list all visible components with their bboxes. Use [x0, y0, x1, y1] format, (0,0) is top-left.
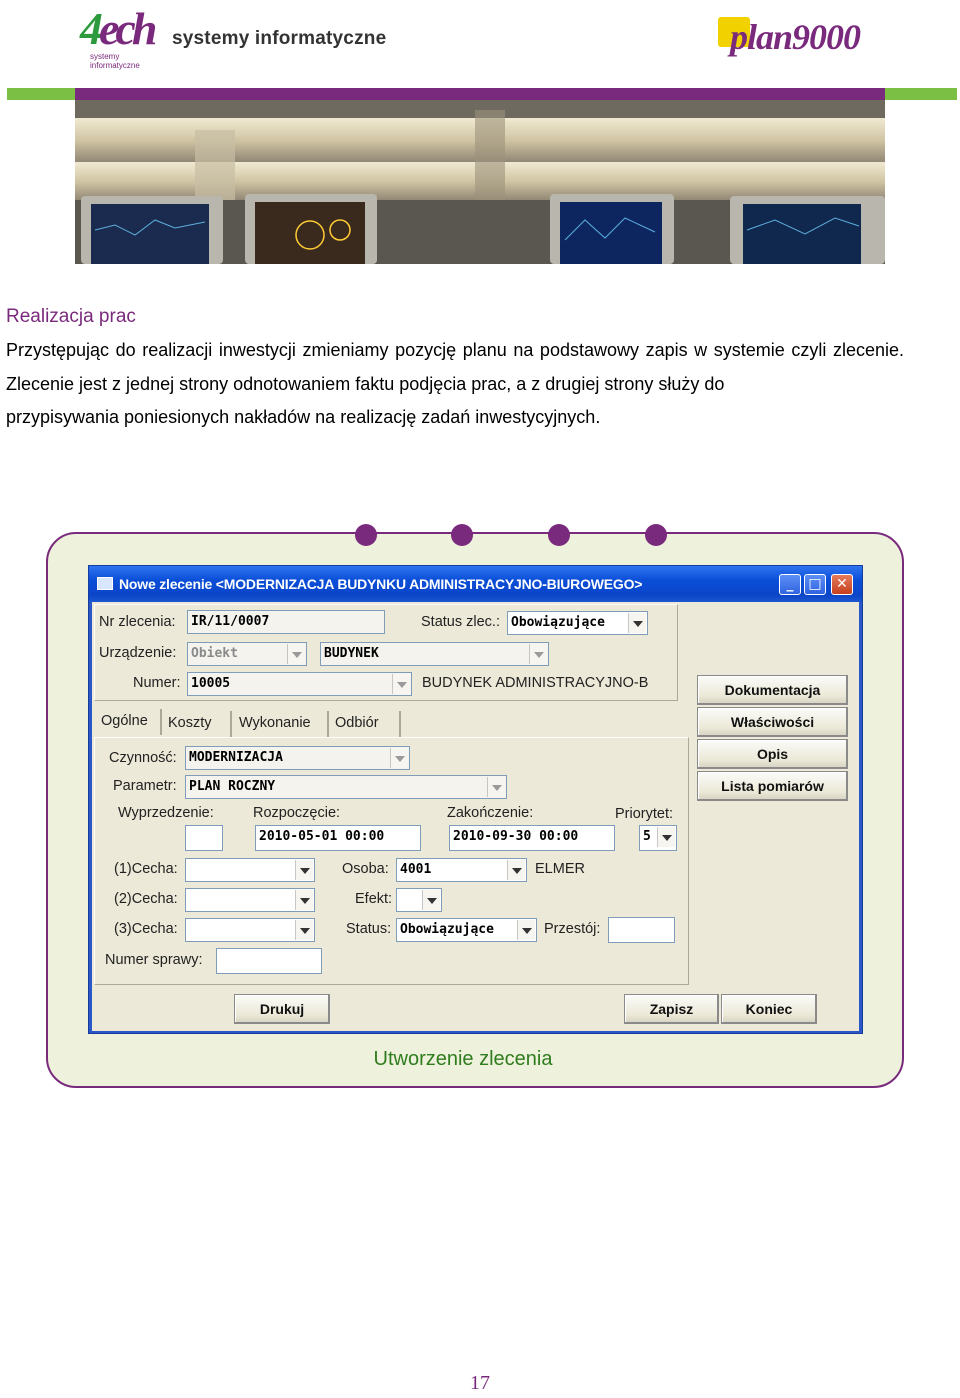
figure-caption: Utworzenie zlecenia	[373, 1048, 553, 1070]
tab-wykonanie[interactable]: Wykonanie	[235, 711, 329, 737]
urzadzenie-select[interactable]	[320, 642, 549, 666]
przestoj-field[interactable]	[608, 917, 675, 943]
paragraph-last-line: przypisywania poniesionych nakładów na realizację zadań inwestycyjnych.	[6, 407, 601, 427]
zakonczenie-label: Zakończenie:	[447, 805, 534, 821]
logo-mark-letters: ech	[99, 3, 154, 54]
window-titlebar[interactable]	[89, 566, 862, 602]
wlasciwosci-button[interactable]: Właściwości	[697, 707, 848, 737]
rozpoczecie-field[interactable]: 2010-05-01 00:00	[255, 825, 421, 851]
section-title: Realizacja prac	[6, 306, 136, 327]
cecha1-label: (1)Cecha:	[114, 861, 178, 877]
osoba-value: 4001	[400, 862, 432, 877]
opis-button[interactable]: Opis	[697, 739, 848, 769]
numer-sprawy-label: Numer sprawy:	[105, 952, 203, 968]
efekt-select[interactable]	[396, 888, 442, 912]
priorytet-value: 5	[643, 829, 651, 844]
czynnosc-label: Czynność:	[109, 750, 177, 766]
window-app-icon	[97, 577, 113, 590]
chevron-down-icon[interactable]	[628, 613, 646, 633]
osoba-label: Osoba:	[342, 861, 389, 877]
status-zlec-select[interactable]	[507, 611, 648, 635]
chevron-down-icon[interactable]	[507, 860, 525, 880]
status-zlec-value: Obowiązujące	[511, 615, 605, 630]
logo-mark-digit: 4	[80, 3, 99, 54]
frame-decoration-dot	[451, 524, 473, 546]
przestoj-label: Przestój:	[544, 921, 601, 937]
nr-zlecenia-label: Nr zlecenia:	[99, 614, 176, 630]
window-title: Nowe zlecenie <MODERNIZACJA BUDYNKU ADMINISTRACYJNO-BIUROWEGO>	[119, 576, 643, 592]
wyprzedzenie-field[interactable]	[185, 825, 223, 851]
priorytet-label: Priorytet:	[615, 806, 674, 822]
numer-sprawy-field[interactable]	[216, 948, 322, 974]
urzadzenie-type-select[interactable]	[187, 642, 307, 666]
urzadzenie-value: BUDYNEK	[324, 646, 379, 661]
dokumentacja-button[interactable]: Dokumentacja	[697, 675, 848, 705]
rozpoczecie-label: Rozpoczęcie:	[253, 805, 341, 821]
osoba-name: ELMER	[535, 861, 585, 877]
chevron-down-icon[interactable]	[295, 860, 313, 880]
header-photo	[75, 100, 885, 264]
numer-label: Numer:	[133, 675, 181, 691]
header-band-purple	[75, 88, 885, 100]
minimize-icon[interactable]: _	[779, 574, 801, 595]
paragraph: Przystępując do realizacji inwestycji zmieniamy pozycję planu na podstawowy zapis w systemie czyli zlecenie. Zlecenie jest z jednej strony odnotowaniem faktu podjęcia prac, a z drugiej strony służy do	[6, 340, 904, 394]
order-window	[88, 565, 863, 1034]
wyprzedzenie-label: Wyprzedzenie:	[118, 805, 214, 821]
status-label: Status:	[346, 921, 392, 937]
tab-koszty[interactable]: Koszty	[164, 711, 232, 737]
logo-plan9000	[718, 14, 888, 58]
chevron-down-icon[interactable]	[295, 920, 313, 940]
frame-decoration-dot	[355, 524, 377, 546]
cecha1-select[interactable]	[185, 858, 315, 882]
parametr-value: PLAN ROCZNY	[189, 779, 276, 794]
chevron-down-icon[interactable]	[517, 920, 535, 940]
efekt-label: Efekt:	[355, 891, 393, 907]
frame-decoration-dot	[645, 524, 667, 546]
osoba-select[interactable]	[396, 858, 527, 882]
status-select[interactable]	[396, 918, 537, 942]
logo-plan9000-text: plan9000	[730, 17, 861, 57]
numer-select[interactable]	[187, 672, 412, 696]
chevron-down-icon[interactable]	[657, 827, 675, 847]
cecha2-label: (2)Cecha:	[114, 891, 178, 907]
drukuj-button[interactable]: Drukuj	[234, 994, 330, 1024]
chevron-down-icon[interactable]	[529, 644, 547, 664]
zakonczenie-field[interactable]: 2010-09-30 00:00	[449, 825, 615, 851]
czynnosc-value: MODERNIZACJA	[189, 750, 283, 765]
zapisz-button[interactable]: Zapisz	[624, 994, 719, 1024]
status-value: Obowiązujące	[400, 922, 494, 937]
chevron-down-icon[interactable]	[287, 644, 305, 664]
nr-zlecenia-field[interactable]: IR/11/0007	[187, 610, 385, 634]
logo-tagline: systemy informatyczne	[172, 28, 387, 49]
cecha3-label: (3)Cecha:	[114, 921, 178, 937]
chevron-down-icon[interactable]	[392, 674, 410, 694]
numer-description: BUDYNEK ADMINISTRACYJNO-B	[422, 675, 649, 691]
page-number: 17	[470, 1372, 490, 1394]
cecha2-select[interactable]	[185, 888, 315, 912]
urzadzenie-type-value: Obiekt	[191, 646, 238, 661]
tab-odbior[interactable]: Odbiór	[331, 711, 401, 737]
chevron-down-icon[interactable]	[390, 748, 408, 768]
czynnosc-select[interactable]	[185, 746, 410, 770]
chevron-down-icon[interactable]	[295, 890, 313, 910]
status-zlec-label: Status zlec.:	[421, 614, 500, 630]
cecha3-select[interactable]	[185, 918, 315, 942]
logo-4tech	[80, 3, 160, 70]
header-photo-drawing	[75, 100, 885, 264]
close-icon[interactable]: ✕	[831, 574, 853, 595]
frame-decoration-dot	[548, 524, 570, 546]
lista-pomiarow-button[interactable]: Lista pomiarów	[697, 771, 848, 801]
window-client-area	[92, 602, 859, 1031]
parametr-label: Parametr:	[113, 778, 177, 794]
numer-value: 10005	[191, 676, 231, 691]
logo-mark-subtitle: systemy informatyczne	[90, 52, 140, 70]
urzadzenie-label: Urządzenie:	[99, 645, 177, 661]
parametr-select[interactable]	[185, 775, 507, 799]
koniec-button[interactable]: Koniec	[721, 994, 817, 1024]
chevron-down-icon[interactable]	[487, 777, 505, 797]
maximize-icon[interactable]: □	[804, 574, 826, 595]
chevron-down-icon[interactable]	[422, 890, 440, 910]
priorytet-select[interactable]	[639, 825, 677, 851]
tab-ogolne[interactable]: Ogólne	[97, 709, 162, 735]
